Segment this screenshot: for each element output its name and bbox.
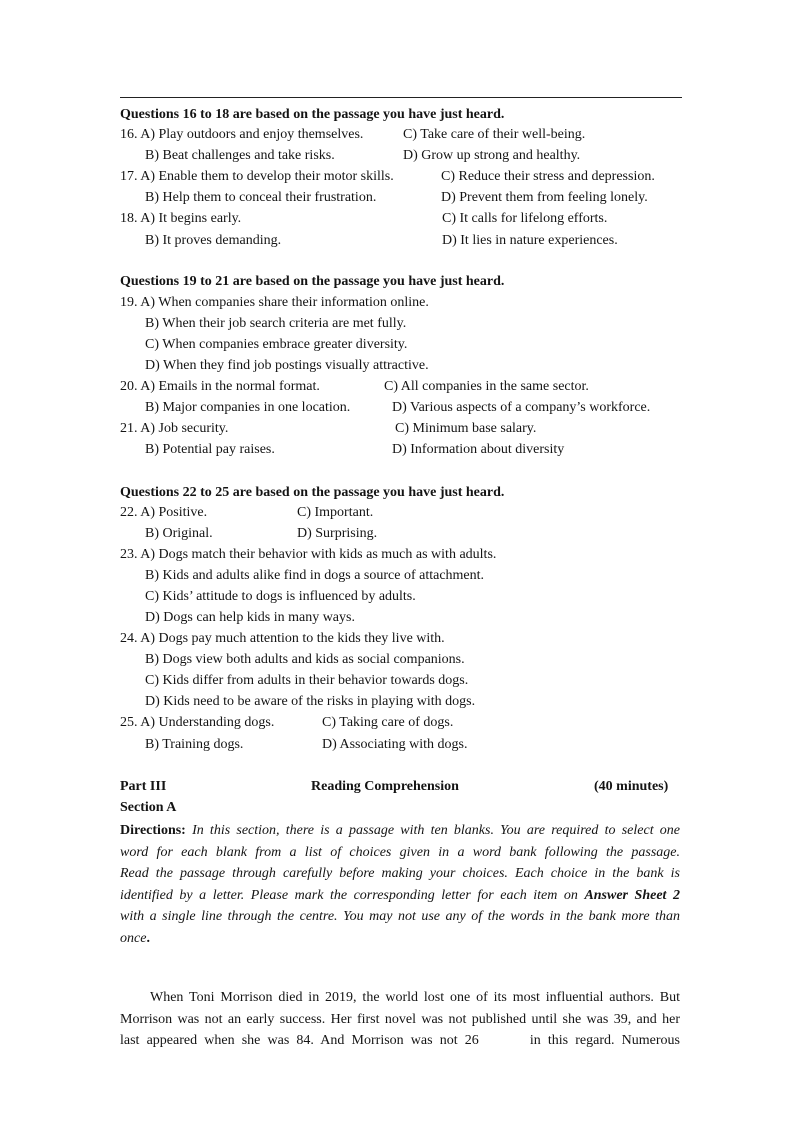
q22-option-c: C) Important. xyxy=(297,505,374,520)
section-heading-19-21: Questions 19 to 21 are based on the passage you have just heard. xyxy=(120,274,505,289)
q24-option-a: 24. A) Dogs pay much attention to the kids they live with. xyxy=(120,631,445,646)
q18-option-d: D) It lies in nature experiences. xyxy=(442,233,618,248)
q16-option-d: D) Grow up strong and healthy. xyxy=(403,148,581,163)
q22-option-d: D) Surprising. xyxy=(297,526,378,541)
q20-option-c: C) All companies in the same sector. xyxy=(384,379,589,394)
directions-label: Directions: xyxy=(120,823,186,838)
top-rule xyxy=(120,97,682,98)
q17-option-a: 17. A) Enable them to develop their motor skills. xyxy=(120,169,394,184)
q20-option-b: B) Major companies in one location. xyxy=(145,400,351,415)
section-heading-16-18: Questions 16 to 18 are based on the passage you have just heard. xyxy=(120,107,505,122)
q23-option-b: B) Kids and adults alike find in dogs a source of attachment. xyxy=(145,568,485,583)
q16-option-b: B) Beat challenges and take risks. xyxy=(145,148,335,163)
q24-option-c: C) Kids differ from adults in their behavior towards dogs. xyxy=(145,673,469,688)
q24-option-b: B) Dogs view both adults and kids as social companions. xyxy=(145,652,465,667)
passage-line-3 xyxy=(120,1030,680,1052)
blank-26: 26 xyxy=(464,1033,479,1048)
directions-line-6 xyxy=(120,928,680,950)
answer-sheet-label: Answer Sheet 2 xyxy=(584,887,680,903)
q19-option-b: B) When their job search criteria are met fully. xyxy=(145,316,407,331)
q22-option-a: 22. A) Positive. xyxy=(120,505,208,520)
q25-option-a: 25. A) Understanding dogs. xyxy=(120,715,275,730)
passage-line-3-start: last appeared when she was 84. And Morrison was not xyxy=(120,1033,458,1048)
q18-option-a: 18. A) It begins early. xyxy=(120,211,242,226)
q17-option-b: B) Help them to conceal their frustration. xyxy=(145,190,377,205)
directions-period: . xyxy=(146,930,150,946)
q20-option-a: 20. A) Emails in the normal format. xyxy=(120,379,320,394)
q25-option-c: C) Taking care of dogs. xyxy=(322,715,454,730)
q23-option-c: C) Kids’ attitude to dogs is influenced by adults. xyxy=(145,589,416,604)
q21-option-a: 21. A) Job security. xyxy=(120,421,229,436)
part-title: Reading Comprehension xyxy=(311,779,459,794)
directions-line-2: word for each blank from a list of choices given in a word bank following the passage. xyxy=(120,844,680,860)
passage-line-1: When Toni Morrison died in 2019, the world lost one of its most influential authors. But xyxy=(150,990,680,1005)
directions-line-4 xyxy=(120,885,680,907)
passage-line-2: Morrison was not an early success. Her first novel was not published until she was 39, and her xyxy=(120,1011,680,1027)
part-label: Part III xyxy=(120,779,167,794)
q17-option-d: D) Prevent them from feeling lonely. xyxy=(441,190,648,205)
part-time: (40 minutes) xyxy=(594,779,669,794)
section-heading-22-25: Questions 22 to 25 are based on the passage you have just heard. xyxy=(120,485,505,500)
q25-option-b: B) Training dogs. xyxy=(145,737,244,752)
q24-option-d: D) Kids need to be aware of the risks in playing with dogs. xyxy=(145,694,476,709)
q16-option-a: 16. A) Play outdoors and enjoy themselves. xyxy=(120,127,364,142)
q16-option-c: C) Take care of their well-being. xyxy=(403,127,586,142)
directions-line-5: with a single line through the centre. You may not use any of the words in the bank more than xyxy=(120,909,680,924)
directions-text-4: identified by a letter. Please mark the corresponding letter for each item on xyxy=(120,887,585,903)
directions-line-3: Read the passage through carefully before making your choices. Each choice in the bank is xyxy=(120,866,680,881)
directions-block xyxy=(120,820,680,949)
q21-option-c: C) Minimum base salary. xyxy=(395,421,537,436)
q22-option-b: B) Original. xyxy=(145,526,213,541)
directions-text-6: once xyxy=(120,930,147,946)
q19-option-c: C) When companies embrace greater diversity. xyxy=(145,337,408,352)
directions-line-1 xyxy=(120,820,680,842)
section-label: Section A xyxy=(120,800,177,815)
q25-option-d: D) Associating with dogs. xyxy=(322,737,468,752)
q21-option-d: D) Information about diversity xyxy=(392,442,565,457)
q20-option-d: D) Various aspects of a company’s workforce. xyxy=(392,400,651,415)
q18-option-c: C) It calls for lifelong efforts. xyxy=(442,211,608,226)
passage xyxy=(120,987,680,1052)
q23-option-a: 23. A) Dogs match their behavior with kids as much as with adults. xyxy=(120,547,497,562)
q19-option-d: D) When they find job postings visually attractive. xyxy=(145,358,429,373)
q21-option-b: B) Potential pay raises. xyxy=(145,442,275,457)
q18-option-b: B) It proves demanding. xyxy=(145,233,282,248)
q19-option-a: 19. A) When companies share their information online. xyxy=(120,295,429,310)
q23-option-d: D) Dogs can help kids in many ways. xyxy=(145,610,355,625)
directions-text-1: In this section, there is a passage with ten blanks. You are required to select one xyxy=(192,823,680,838)
passage-line-3-end: in this regard. Numerous xyxy=(529,1033,680,1048)
q17-option-c: C) Reduce their stress and depression. xyxy=(441,169,655,184)
